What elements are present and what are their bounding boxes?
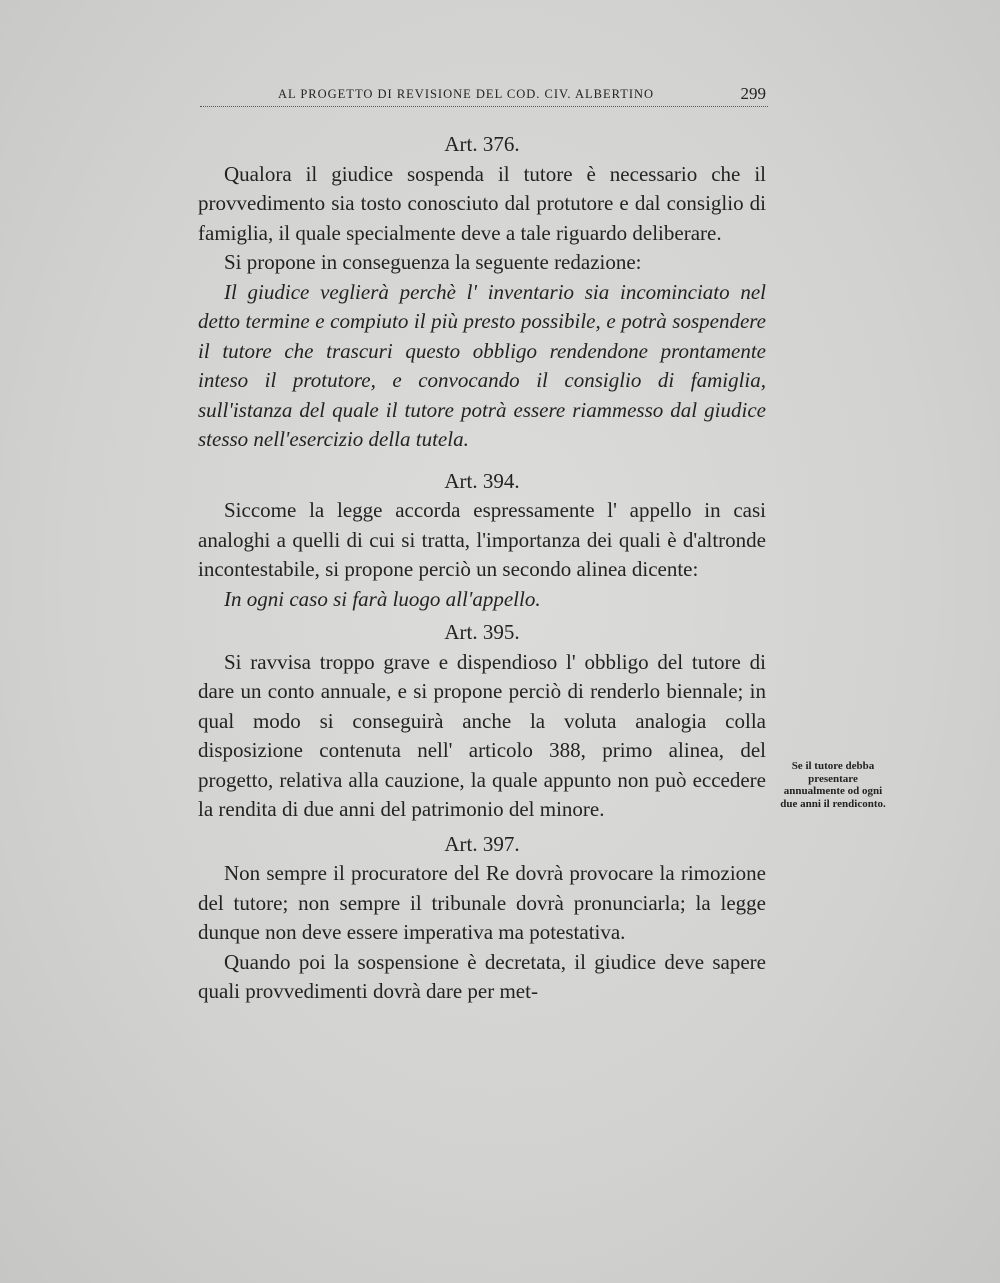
article-heading-376: Art. 376. — [444, 132, 520, 156]
article-376-paragraph-1: Qualora il giudice sospenda il tutore è necessario che il provvedimento sia tosto conosciuto dal protutore e dal consiglio di famiglia, il quale specialmente deve a tale riguardo deliberare. — [198, 161, 766, 245]
margin-note: Se il tutore debba presentare annualmente od ogni due anni il rendiconto. — [780, 760, 886, 810]
running-title: AL PROGETTO DI REVISIONE DEL COD. CIV. ALBERTINO — [278, 87, 655, 101]
article-397-paragraph-1: Non sempre il procuratore del Re dovrà provocare la rimozione del tutore; non sempre il tribunale dovrà pronunciarla; la legge dunque non deve essere imperativa ma potestativa. — [198, 861, 766, 944]
article-394-proposed-text: In ogni caso si farà luogo all'appello. — [224, 586, 541, 611]
article-376-proposed-text: Il giudice veglierà perchè l' inventario sia incominciato nel detto termine e compiuto il più presto possibile, e potrà sospendere il tutore che trascuri questo obbligo rendendone prontamente inteso il protutore, e convocando il consiglio di famiglia, sull'istanza del quale il tutore potrà essere riammesso dal giudice stesso nell'esercizio della tutela. — [198, 279, 766, 451]
article-397-paragraph-2: Quando poi la sospensione è decretata, il giudice deve sapere quali provvedimenti dovrà dare per met- — [198, 949, 766, 1003]
article-376-paragraph-2: Si propone in conseguenza la seguente redazione: — [224, 250, 642, 274]
article-heading-395: Art. 395. — [444, 620, 520, 644]
body-text — [198, 130, 766, 1007]
article-heading-397: Art. 397. — [444, 831, 520, 856]
page-number: 299 — [740, 84, 766, 103]
article-heading-394: Art. 394. — [444, 468, 520, 493]
running-head — [200, 84, 768, 107]
article-395-paragraph-1: Si ravvisa troppo grave e dispendioso l' obbligo del tutore di dare un conto annuale, e si propone perciò di renderlo biennale; in qual modo si conseguirà anche la voluta analogia colla disposizione contenuta nell' articolo 388, primo alinea, del progetto, relativa alla cauzione, la quale appunto non può eccedere la rendita di due anni del patrimonio del minore. — [198, 649, 766, 821]
article-394-paragraph-1: Siccome la legge accorda espressamente l' appello in casi analoghi a quelli di cui si tratta, l'importanza dei quali è d'altronde incontestabile, si propone perciò un secondo alinea dicente: — [198, 498, 766, 581]
